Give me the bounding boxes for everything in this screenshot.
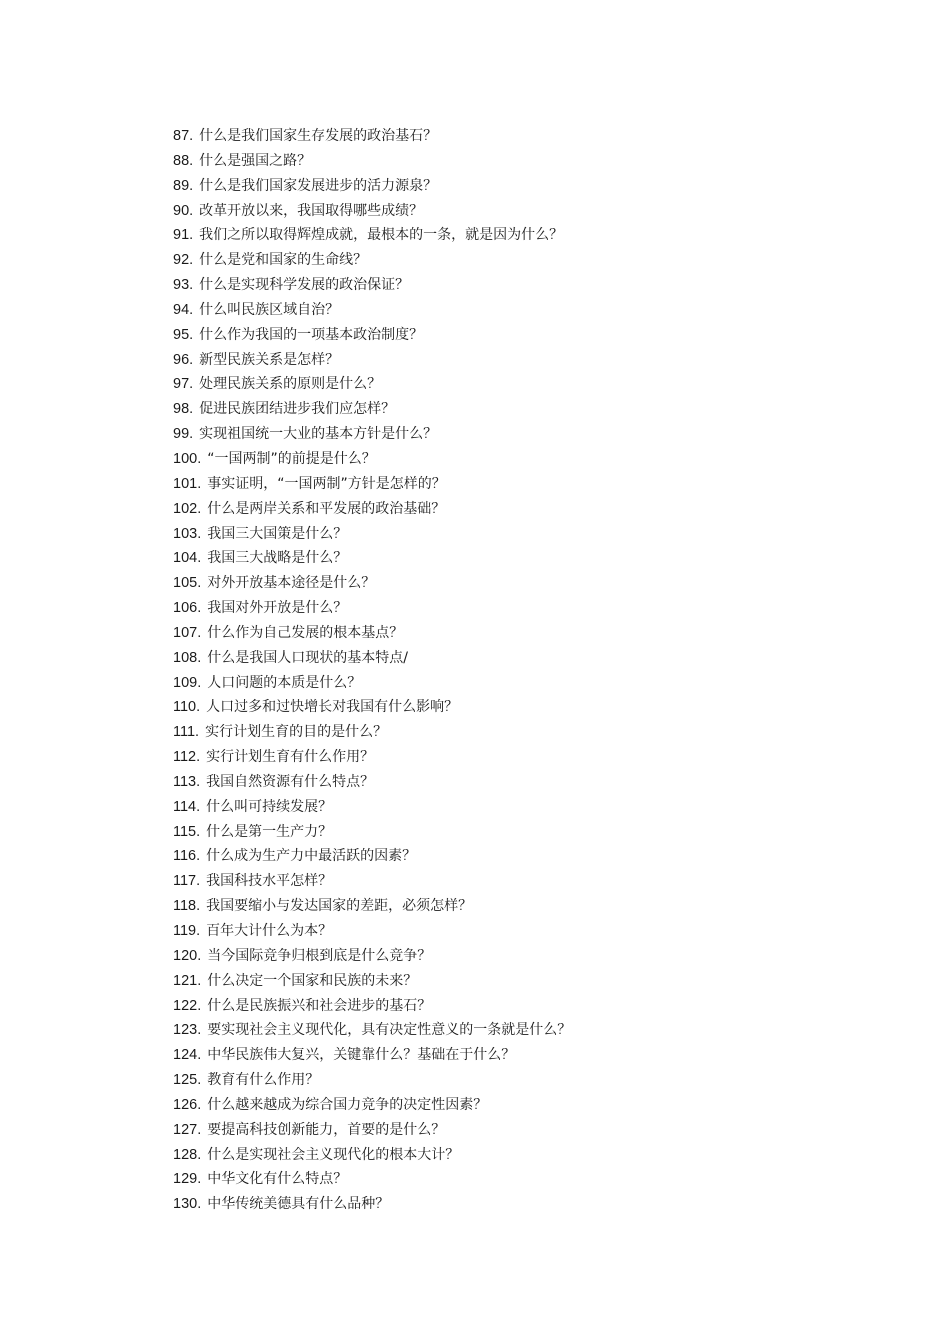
question-text: 什么是第一生产力？: [206, 823, 333, 840]
question-item: [173, 1192, 873, 1217]
question-number: 130.: [173, 1196, 202, 1213]
question-text: 改革开放以来，我国取得哪些成绩？: [199, 202, 424, 219]
question-text: 什么决定一个国家和民族的未来？: [207, 972, 418, 989]
question-item: [173, 372, 873, 397]
question-item: [173, 646, 873, 671]
question-text: 人口过多和过快增长对我国有什么影响？: [206, 699, 459, 716]
question-text: 新型民族关系是怎样？: [199, 351, 340, 368]
question-item: [173, 1118, 873, 1143]
question-number: 99.: [173, 426, 194, 443]
question-text: 实现祖国统一大业的基本方针是什么？: [199, 426, 438, 443]
question-text: 什么是我们国家发展进步的活力源泉？: [199, 177, 438, 194]
question-text: 百年大计什么为本？: [206, 923, 333, 939]
question-text: 中华传统美德具有什么品种？: [207, 1196, 390, 1213]
question-item: [173, 174, 873, 199]
question-text: 什么是实现社会主义现代化的根本大计？: [207, 1146, 460, 1163]
question-text: “一国两制”的前提是什么？: [207, 450, 376, 467]
question-number: 101.: [173, 475, 202, 492]
question-number: 92.: [173, 252, 194, 269]
question-number: 106.: [173, 600, 202, 617]
question-text: 什么是我国人口现状的基本特点/: [207, 649, 408, 666]
question-item: [173, 199, 873, 224]
question-item: [173, 695, 873, 720]
question-item: [173, 348, 873, 373]
question-number: 109.: [173, 674, 202, 691]
question-text: 什么叫民族区域自治？: [199, 301, 340, 318]
question-text: 人口问题的本质是什么？: [207, 674, 362, 691]
question-text: 中华民族伟大复兴，关键靠什么？基础在于什么？: [207, 1047, 516, 1064]
question-item: [173, 1043, 873, 1068]
question-item: [173, 472, 873, 497]
question-text: 实行计划生育有什么作用？: [206, 749, 375, 766]
question-item: [173, 1167, 873, 1192]
question-text: 我国对外开放是什么？: [207, 600, 348, 617]
question-text: 什么成为生产力中最活跃的因素？: [206, 848, 417, 865]
question-item: [173, 1143, 873, 1168]
question-number: 103.: [173, 525, 202, 542]
question-item: [173, 546, 873, 571]
question-number: 98.: [173, 401, 194, 418]
question-number: 122.: [173, 997, 202, 1014]
question-number: 93.: [173, 277, 194, 294]
question-text: 什么是实现科学发展的政治保证？: [199, 277, 410, 294]
question-text: 我国三大国策是什么？: [207, 525, 348, 542]
question-item: [173, 298, 873, 323]
question-number: 128.: [173, 1146, 202, 1163]
question-text: 我们之所以取得辉煌成就，最根本的一条，就是因为什么？: [199, 227, 564, 244]
question-number: 91.: [173, 227, 194, 244]
question-text: 什么叫可持续发展？: [206, 798, 333, 815]
question-text: 我国科技水平怎样？: [206, 873, 333, 890]
question-number: 112.: [173, 749, 201, 766]
question-item: [173, 671, 873, 696]
question-number: 126.: [173, 1096, 202, 1113]
question-number: 125.: [173, 1072, 202, 1089]
question-text: 什么是强国之路？: [199, 152, 312, 169]
question-text: 教育有什么作用？: [207, 1072, 320, 1089]
question-item: [173, 720, 873, 745]
question-number: 94.: [173, 301, 194, 318]
question-number: 119.: [173, 923, 201, 939]
question-text: 要实现社会主义现代化，具有决定性意义的一条就是什么？: [207, 1022, 572, 1039]
question-item: [173, 497, 873, 522]
question-text: 对外开放基本途径是什么？: [207, 575, 376, 592]
question-text: 促进民族团结进步我们应怎样？: [199, 401, 396, 418]
question-item: [173, 596, 873, 621]
question-item: [173, 273, 873, 298]
question-number: 96.: [173, 351, 194, 368]
question-text: 什么是我们国家生存发展的政治基石？: [199, 128, 438, 144]
question-item: [173, 248, 873, 273]
question-item: [173, 969, 873, 994]
question-number: 97.: [173, 376, 194, 393]
question-text: 中华文化有什么特点？: [207, 1171, 348, 1188]
question-item: [173, 894, 873, 919]
question-number: 102.: [173, 500, 202, 517]
question-item: [173, 124, 873, 149]
question-text: 当今国际竞争归根到底是什么竞争？: [207, 947, 432, 964]
question-number: 114.: [173, 798, 201, 815]
question-number: 90.: [173, 202, 194, 219]
question-number: 110.: [173, 699, 201, 716]
question-number: 129.: [173, 1171, 202, 1188]
question-number: 113.: [173, 773, 201, 790]
question-number: 87.: [173, 128, 194, 144]
question-item: [173, 397, 873, 422]
question-item: [173, 844, 873, 869]
question-text: 我国自然资源有什么特点？: [206, 773, 375, 790]
question-text: 我国三大战略是什么？: [207, 550, 348, 567]
question-number: 120.: [173, 947, 202, 964]
question-item: [173, 820, 873, 845]
question-item: [173, 795, 873, 820]
question-item: [173, 323, 873, 348]
question-item: [173, 770, 873, 795]
question-item: [173, 994, 873, 1019]
question-item: [173, 223, 873, 248]
question-number: 127.: [173, 1121, 202, 1138]
question-item: [173, 869, 873, 894]
question-text: 什么是党和国家的生命线？: [199, 252, 368, 269]
question-text: 什么是两岸关系和平发展的政治基础？: [207, 500, 446, 517]
question-item: [173, 522, 873, 547]
question-number: 116.: [173, 848, 201, 865]
question-item: [173, 1093, 873, 1118]
question-text: 实行计划生育的目的是什么？: [205, 724, 388, 741]
question-number: 115.: [173, 823, 201, 840]
question-item: [173, 422, 873, 447]
question-number: 104.: [173, 550, 202, 567]
question-item: [173, 571, 873, 596]
question-item: [173, 447, 873, 472]
question-text: 什么作为自己发展的根本基点？: [207, 624, 404, 641]
question-item: [173, 149, 873, 174]
question-number: 121.: [173, 972, 202, 989]
question-text: 什么作为我国的一项基本政治制度？: [199, 326, 424, 343]
question-number: 118.: [173, 898, 201, 915]
question-text: 什么是民族振兴和社会进步的基石？: [207, 997, 432, 1014]
question-text: 什么越来越成为综合国力竞争的决定性因素？: [207, 1096, 488, 1113]
question-text: 事实证明，“一国两制”方针是怎样的？: [207, 475, 446, 492]
question-text: 处理民族关系的原则是什么？: [199, 376, 382, 393]
question-item: [173, 621, 873, 646]
question-number: 107.: [173, 624, 202, 641]
question-number: 89.: [173, 177, 194, 194]
question-item: [173, 944, 873, 969]
question-number: 111.: [173, 724, 200, 741]
question-number: 108.: [173, 649, 202, 666]
question-number: 100.: [173, 450, 202, 467]
question-number: 123.: [173, 1022, 202, 1039]
question-list: [173, 124, 873, 1217]
question-item: [173, 1068, 873, 1093]
question-text: 要提高科技创新能力，首要的是什么？: [207, 1121, 446, 1138]
question-number: 95.: [173, 326, 194, 343]
question-item: [173, 745, 873, 770]
question-number: 124.: [173, 1047, 202, 1064]
question-number: 88.: [173, 152, 194, 169]
question-item: [173, 1018, 873, 1043]
question-item: [173, 919, 873, 944]
question-number: 105.: [173, 575, 202, 592]
question-number: 117.: [173, 873, 201, 890]
question-text: 我国要缩小与发达国家的差距，必须怎样？: [206, 898, 473, 915]
